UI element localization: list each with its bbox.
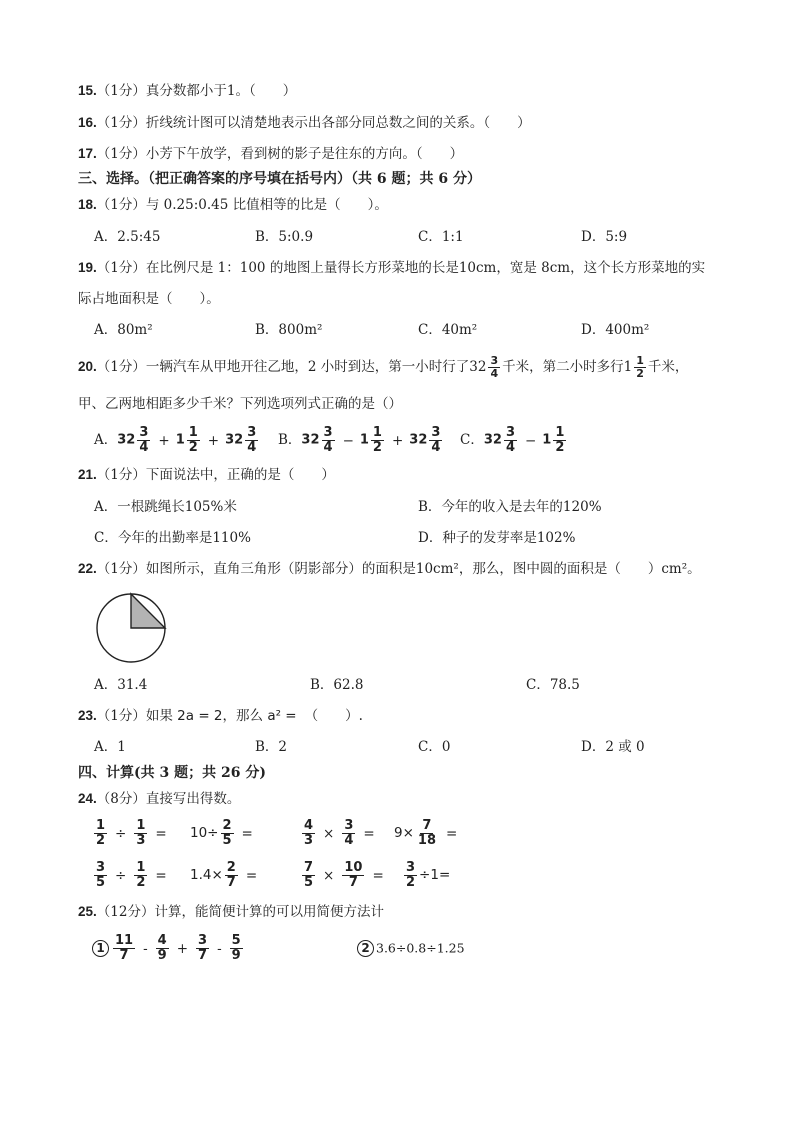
- fraction: $\frac{3}{4}$: [247, 425, 257, 455]
- fraction: $\frac{3}{4}$: [490, 354, 499, 380]
- option-b: B．800m²: [255, 322, 323, 338]
- calc-item: $\frac{4}{3}$ × $\frac{3}{4}$ =: [304, 818, 375, 848]
- option-b: B．2: [255, 739, 288, 755]
- question-score: （1分）: [96, 83, 146, 99]
- option-d: D．400m²: [581, 322, 650, 338]
- option-a: A．32 $\frac{3}{4}$ + 1 $\frac{1}{2}$ + 32 $\frac{3}{4}$: [94, 425, 257, 455]
- option-b: B．5:0.9: [255, 229, 314, 245]
- option-c: C．32 $\frac{3}{4}$ − 1 $\frac{1}{2}$: [460, 425, 565, 455]
- calc-item: $\frac{7}{5}$ × $\frac{10}{7}$ =: [304, 860, 384, 890]
- question-score: （8分）: [96, 791, 146, 807]
- option-b: B．32 $\frac{3}{4}$ − 1 $\frac{1}{2}$ + 32 $\frac{3}{4}$: [278, 425, 441, 455]
- fraction: $\frac{1}{2}$: [188, 425, 198, 455]
- question-text: 一辆汽车从甲地开往乙地，2 小时到达，第一小时行了32: [145, 359, 487, 375]
- calc-item: 1.4× $\frac{2}{7}$ =: [190, 860, 258, 890]
- question-text: 小芳下午放学，看到树的影子是往东的方向。（ ）: [145, 146, 464, 162]
- fraction: $\frac{3}{4}$: [139, 425, 149, 455]
- calc-item-2: 2 3.6÷0.8÷1.25: [357, 930, 465, 967]
- question-number: 19.: [78, 260, 97, 275]
- question-19: [78, 259, 705, 277]
- question-number: 15.: [78, 83, 97, 98]
- question-score: （1分）: [96, 115, 146, 131]
- question-20: [78, 352, 688, 382]
- fraction: $\frac{3}{4}$: [505, 425, 515, 455]
- calc-item: 9× $\frac{7}{18}$ =: [394, 818, 458, 848]
- question-score: （1分）: [96, 708, 146, 724]
- question-number: 17.: [78, 146, 97, 161]
- question-text: 与 0.25:0.45 比值相等的比是（ ）。: [145, 197, 388, 213]
- question-18: [78, 196, 388, 214]
- question-text: 千米，第二小时多行1: [502, 359, 633, 375]
- circle-triangle-figure: [94, 591, 168, 665]
- question-score: （1分）: [96, 197, 146, 213]
- calc-item: 10÷ $\frac{2}{5}$ =: [190, 818, 253, 848]
- option-b: B．今年的收入是去年的120%: [418, 499, 602, 515]
- question-25: [78, 903, 384, 921]
- question-21: [78, 466, 335, 484]
- question-score: （1分）: [96, 467, 146, 483]
- question-24: [78, 790, 240, 808]
- question-22: [78, 560, 701, 578]
- math-expression: 2a = 2: [177, 708, 223, 724]
- question-number: 18.: [78, 197, 97, 212]
- question-score: （1分）: [96, 561, 146, 577]
- option-c: C．78.5: [526, 677, 580, 693]
- question-text: 下面说法中，正确的是（ ）: [145, 467, 335, 483]
- question-23: 23.（1分）如果 2a = 2，那么 a² = （ ）.: [78, 708, 363, 724]
- option-a: A．1: [94, 739, 126, 755]
- question-text: 折线统计图可以清楚地表示出各部分同总数之间的关系。（ ）: [145, 115, 531, 131]
- math-expression: a² =: [267, 708, 297, 724]
- question-score: （1分）: [96, 359, 146, 375]
- option-d: D．2 或 0: [581, 739, 645, 755]
- question-16: [78, 114, 531, 132]
- circled-number: 2: [357, 940, 374, 957]
- question-number: 16.: [78, 115, 97, 130]
- option-c: C．1:1: [418, 229, 464, 245]
- question-text: 计算，能简便计算的可以用简便方法计: [154, 904, 384, 920]
- question-score: （1分）: [96, 146, 146, 162]
- question-text: 直接写出得数。: [145, 791, 241, 807]
- question-number: 23.: [78, 708, 97, 723]
- question-17: [78, 145, 463, 163]
- question-text: 如图所示，直角三角形（阴影部分）的面积是10cm²，那么，图中圆的面积是（ ）cm²。: [145, 561, 701, 577]
- question-text: 千米，: [647, 359, 689, 375]
- question-score: （1分）: [96, 260, 146, 276]
- option-d: D．5:9: [581, 229, 628, 245]
- calc-item: $\frac{3}{2}$ ÷1=: [406, 860, 451, 890]
- option-a: A．2.5:45: [94, 229, 161, 245]
- option-a: A．31.4: [94, 677, 148, 693]
- fraction: $\frac{1}{2}$: [372, 425, 382, 455]
- question-text: 真分数都小于1。（ ）: [145, 83, 297, 99]
- question-number: 21.: [78, 467, 97, 482]
- calc-item: $\frac{1}{2}$ ÷ $\frac{1}{3}$ =: [96, 818, 167, 848]
- question-number: 22.: [78, 561, 97, 576]
- circled-number: 1: [92, 940, 109, 957]
- fraction: $\frac{1}{2}$: [636, 354, 644, 380]
- calc-item: $\frac{3}{5}$ ÷ $\frac{1}{2}$ =: [96, 860, 167, 890]
- option-c: C．40m²: [418, 322, 478, 338]
- option-c: C．今年的出勤率是110%: [94, 530, 251, 546]
- question-number: 20.: [78, 359, 97, 374]
- section-heading-3: 三、选择。（把正确答案的序号填在括号内）（共 6 题；共 6 分）: [78, 171, 481, 187]
- question-text-continued: 际占地面积是（ ）。: [78, 291, 220, 307]
- option-c: C．0: [418, 739, 451, 755]
- option-a: A．80m²: [94, 322, 153, 338]
- question-score: （12分）: [96, 904, 155, 920]
- fraction: $\frac{3}{4}$: [431, 425, 441, 455]
- question-number: 24.: [78, 791, 97, 806]
- calc-item-1: 1 $\frac{11}{7}$ - $\frac{4}{9}$ + $\frac{3}{7}$ - $\frac{5}{9}$: [92, 930, 245, 967]
- option-b: B．62.8: [310, 677, 364, 693]
- question-text: 在比例尺是 1：100 的地图上量得长方形菜地的长是10cm，宽是 8cm，这个长方形菜地的实: [145, 260, 706, 276]
- fraction: $\frac{3}{4}$: [323, 425, 333, 455]
- option-a: A．一根跳绳长105%米: [94, 499, 237, 515]
- option-d: D．种子的发芽率是102%: [418, 530, 576, 546]
- question-number: 25.: [78, 904, 97, 919]
- question-15: [78, 82, 296, 100]
- section-heading-4: 四、计算(共 3 题；共 26 分): [78, 765, 266, 781]
- fraction: $\frac{1}{2}$: [555, 425, 565, 455]
- question-text-continued: 甲、乙两地相距多少千米？下列选项列式正确的是（）: [78, 396, 402, 412]
